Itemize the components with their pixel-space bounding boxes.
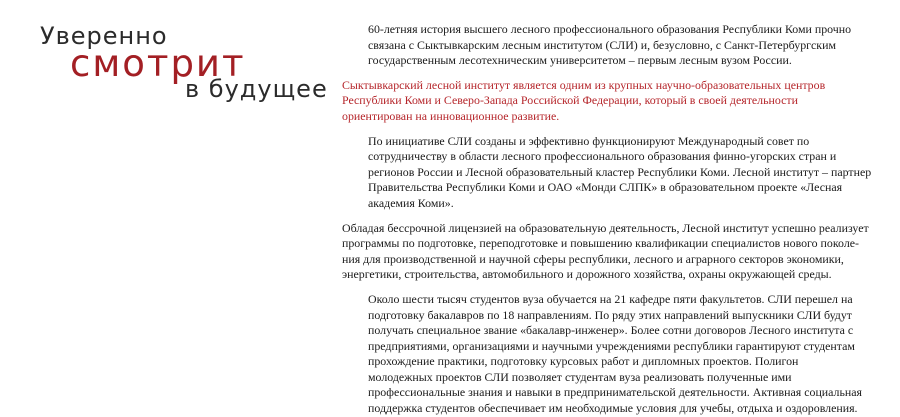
- text-line: регионов России и Лесной образовательный кластер Республики Коми. Лесной институт – партнер: [368, 164, 872, 179]
- text-line: сотрудничеству в области лесного профессионального образования финно-угорских стран и: [368, 149, 837, 164]
- text-line: Правительства Республики Коми и ОАО «Монди СЛПК» в образовательном проекте «Лесная: [368, 180, 843, 195]
- heading-line-3: в будущее: [185, 75, 328, 103]
- text-line: прохождение практики, подготовку курсовых работ и дипломных проектов. Полигон: [368, 354, 799, 369]
- heading-line-2: смотрит: [70, 42, 246, 85]
- page-heading: [40, 22, 328, 112]
- text-line: Обладая бессрочной лицензией на образовательную деятельность, Лесной институт успешно реализует: [342, 220, 869, 235]
- paragraph-initiatives: [342, 134, 877, 212]
- heading-line-1: Уверенно: [40, 22, 168, 50]
- text-line: энергетики, строительства, автомобильного и дорожного хозяйства, охраны окружающей среды.: [342, 267, 832, 282]
- text-line: Около шести тысяч студентов вуза обучается на 21 кафедре пяти факультетов. СЛИ перешел на: [368, 291, 853, 306]
- paragraph-highlight: [342, 78, 877, 125]
- text-line: получать специальное звание «бакалавр-инженер». Более сотни договоров Лесного института с: [368, 323, 854, 338]
- text-line: ния для производственной и научной сферы республики, лесного и аграрного секторов экономики,: [342, 251, 844, 266]
- text-line: Республики Коми и Северо-Запада Российской Федерации, который в своей деятельности: [342, 93, 798, 108]
- text-line: предприятиями, организациями и научными учреждениями республики гарантируют студентам: [368, 338, 855, 353]
- text-line: подготовку бакалавров по 18 направлениям. По ряду этих направлений выпускники СЛИ будут: [368, 307, 852, 322]
- text-line: профессиональные знания и навыки в предпринимательской деятельности. Активная социальная: [368, 385, 863, 400]
- paragraph-students: [342, 292, 877, 417]
- text-line: По инициативе СЛИ созданы и эффективно функционируют Международный совет по: [368, 133, 810, 148]
- text-line: 60-летняя история высшего лесного профессионального образования Республики Коми прочно: [368, 22, 852, 36]
- text-line: Сыктывкарский лесной институт является одним из крупных научно-образовательных центров: [342, 77, 826, 92]
- text-line: поддержка студентов обеспечивает им необходимые условия для учебы, отдыха и оздоровления.: [368, 401, 858, 416]
- article-body: [342, 22, 877, 417]
- text-line: ориентирован на инновационное развитие.: [342, 108, 560, 123]
- text-line: молодежных проектов СЛИ позволяет студентам вуза реализовать полученные ими: [368, 369, 792, 384]
- text-line: государственным лесотехническим университетом – первым лесным вузом России.: [368, 53, 792, 68]
- text-line: программы по подготовке, переподготовке и повышению квалификации специалистов нового поколе-: [342, 236, 859, 251]
- text-line: академия Коми».: [368, 195, 454, 210]
- paragraph-history: [342, 22, 877, 69]
- text-line: связана с Сыктывкарским лесным институтом (СЛИ) и, безусловно, с Санкт-Петербургским: [368, 37, 836, 52]
- paragraph-license: [342, 221, 877, 283]
